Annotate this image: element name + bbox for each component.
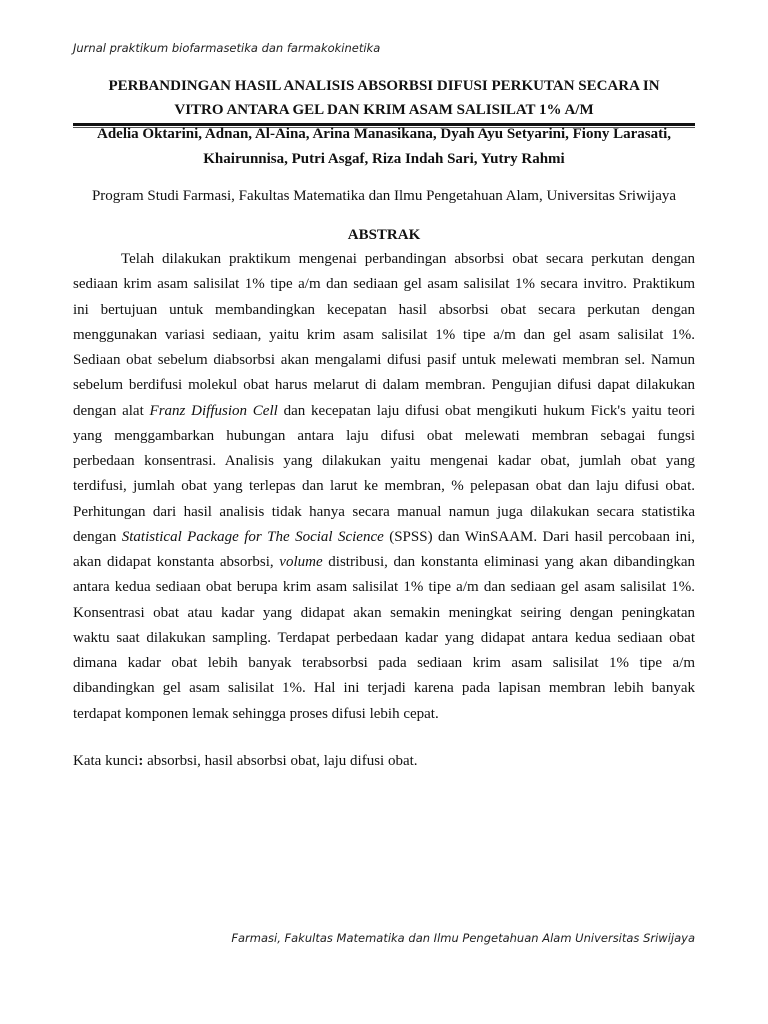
text-segment: akan didapat konstanta absorbsi, — [73, 554, 280, 570]
text-segment: waktu saat dilakukan sampling. Terdapat perbedaan kadar yang didapat antara kedua sediaan obat — [73, 629, 695, 646]
text-segment: terdapat komponen lemak sehingga proses difusi lebih cepat. — [73, 705, 439, 722]
keywords-label: Kata kunci — [73, 753, 139, 769]
running-header: Jurnal praktikum biofarmasetika dan farmakokinetika — [73, 41, 381, 55]
italic-term: Franz Diffusion Cell — [149, 402, 278, 419]
abstract-line — [73, 578, 695, 596]
authors-line-2: Khairunnisa, Putri Asgaf, Riza Indah Sari, Yutry Rahmi — [203, 151, 565, 167]
text-segment: menggunakan variasi sediaan, yaitu krim asam salisilat 1% tipe a/m dan gel asam salisilat 1%. — [73, 326, 695, 343]
text-segment: perbedaan konsentrasi. Analisis yang dilakukan yaitu mengenai kadar obat, jumlah obat yang — [73, 453, 695, 469]
abstract-line — [73, 553, 695, 571]
abstract-line — [73, 629, 695, 647]
abstract-line — [73, 275, 695, 293]
keywords-text: absorbsi, hasil absorbsi obat, laju difusi obat. — [143, 753, 418, 769]
abstract-line — [73, 351, 695, 369]
text-segment: Sediaan obat sebelum diabsorbsi akan mengalami difusi pasif untuk melewati membran sel. Namun — [73, 352, 695, 368]
text-segment: sebelum berdifusi molekul obat harus melarut di dalam membran. Pengujian difusi dapat dilakukan — [73, 377, 695, 394]
text-segment: dibandingkan gel asam salisilat 1%. Hal ini terjadi karena pada lapisan membran lebih banyak — [73, 680, 695, 697]
text-segment: Konsentrasi obat atau kadar yang didapat akan semakin meningkat seiring dengan peningkatan — [73, 604, 695, 621]
italic-term: Statistical Package for The Social Science — [121, 528, 384, 545]
text-segment: (SPSS) dan WinSAAM. Dari hasil percobaan ini, — [383, 528, 696, 545]
abstract-line — [73, 402, 695, 420]
abstract-line — [73, 503, 695, 521]
text-segment: terdifusi, jumlah obat yang terlepas dan larut ke membran, % pelepasan obat dan laju difusi obat. — [73, 478, 695, 495]
text-segment: dimana kadar obat lebih banyak terabsorbsi pada sediaan krim asam salisilat 1% tipe a/m — [73, 655, 695, 671]
text-segment: antara kedua sediaan obat berupa krim asam salisilat 1% tipe a/m dan sediaan gel asam salisilat 1%. — [73, 579, 695, 596]
text-segment: sediaan krim asam salisilat 1% tipe a/m dan sediaan gel asam salisilat 1% secara invitro. Praktikum — [73, 276, 695, 293]
title-line-2: VITRO ANTARA GEL DAN KRIM ASAM SALISILAT 1% A/M — [174, 102, 594, 118]
text-segment: distribusi, dan konstanta eliminasi yang akan dibandingkan — [322, 554, 695, 570]
abstract-line — [73, 477, 695, 495]
title-line-1: PERBANDINGAN HASIL ANALISIS ABSORBSI DIFUSI PERKUTAN SECARA IN — [108, 78, 660, 94]
abstract-line — [73, 528, 695, 546]
abstract-line — [73, 679, 695, 697]
italic-term: volume — [279, 554, 323, 570]
keywords-colon: : — [138, 753, 144, 769]
text-segment: dan kecepatan laju difusi obat mengikuti hukum Fick's yaitu teori — [277, 402, 695, 419]
keywords — [73, 753, 418, 770]
abstract-line — [73, 326, 695, 344]
abstract-line — [73, 654, 695, 672]
abstract-line — [121, 250, 695, 268]
affiliation: Program Studi Farmasi, Fakultas Matematika dan Ilmu Pengetahuan Alam, Universitas Sriwijaya — [91, 188, 677, 204]
abstract-line — [73, 427, 695, 445]
running-footer: Farmasi, Fakultas Matematika dan Ilmu Pengetahuan Alam Universitas Sriwijaya — [231, 931, 695, 945]
abstract-line — [73, 705, 695, 723]
abstract-heading: ABSTRAK — [347, 227, 421, 243]
text-segment: dengan alat — [73, 402, 150, 419]
abstract-line — [73, 301, 695, 319]
text-segment: ini bertujuan untuk membandingkan kecepatan hasil absorbsi obat secara perkutan dengan — [73, 301, 695, 318]
authors-line-1: Adelia Oktarini, Adnan, Al-Aina, Arina Manasikana, Dyah Ayu Setyarini, Fiony Larasati, — [97, 126, 671, 142]
abstract-line — [73, 452, 695, 470]
abstract-line — [73, 604, 695, 622]
text-segment: Perhitungan dari hasil analisis tidak hanya secara manual namun juga dilakukan secara statistika — [73, 503, 695, 520]
text-segment: yang menggambarkan hubungan antara laju difusi obat melewati membran sebagai fungsi — [73, 427, 695, 444]
text-segment: dengan — [73, 528, 122, 545]
abstract-line — [73, 376, 695, 394]
text-segment: Telah dilakukan praktikum mengenai perbandingan absorbsi obat secara perkutan dengan — [121, 251, 695, 267]
